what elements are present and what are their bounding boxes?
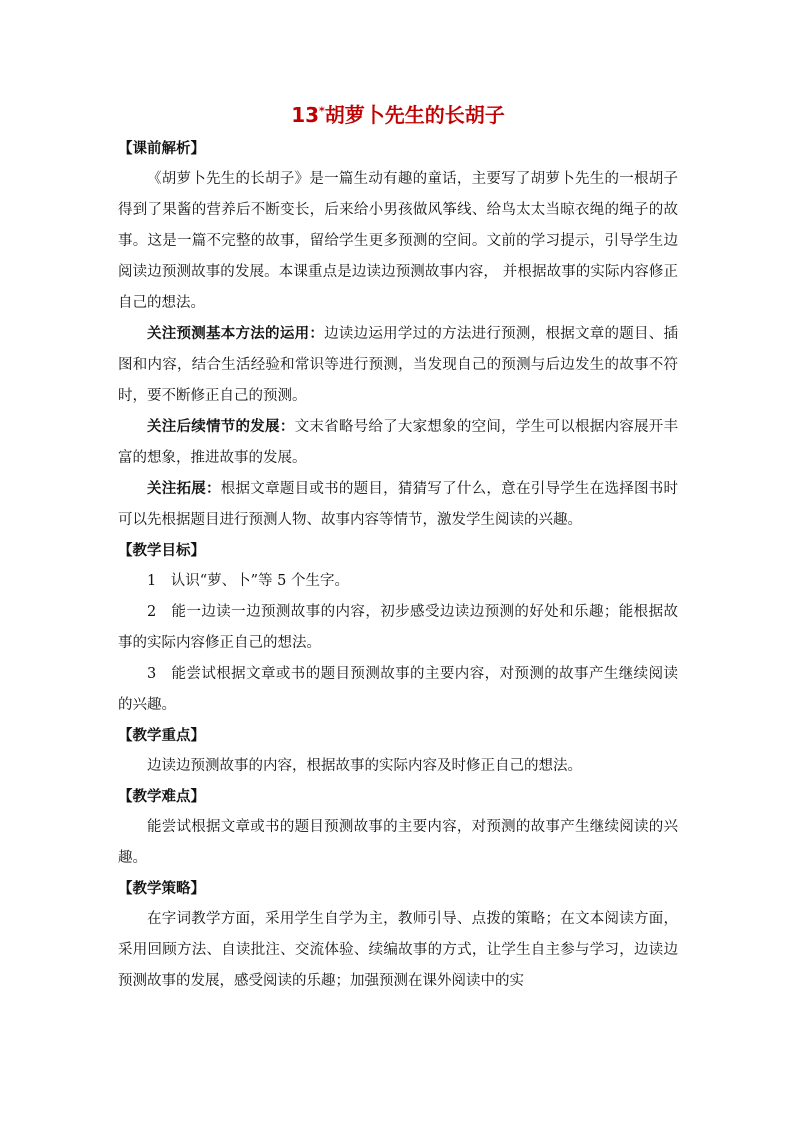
extension-lead: 关注拓展： [147, 481, 221, 497]
method-paragraph [118, 319, 678, 412]
goals-heading: 【教学目标】 [118, 543, 205, 559]
method-text: 边读边运用学过的方法进行预测，根据文章的题目、插图和内容，结合生活经验和常识等进行预测，当发现自己的预测与后边发生的故事不符时，要不断修正自己的预测。 [118, 326, 679, 404]
analysis-paragraph: 《胡萝卜先生的长胡子》是一篇生动有趣的童话，主要写了胡萝卜先生的一根胡子得到了果酱的营养后不断变长，后来给小男孩做风筝线、给鸟太太当晾衣绳的绳子的故事。这是一篇不完整的故事，留给学生更多预测的空间。文前的学习提示，引导学生边阅读边预测故事的发展。本课重点是边读边预测故事内容， 并根据故事的实际内容修正自己的想法。 [118, 171, 678, 311]
goal-item: 3 能尝试根据文章或书的题目预测故事的主要内容，对预测的故事产生继续阅读的兴趣。 [118, 666, 678, 713]
difficulties-text: 能尝试根据文章或书的题目预测故事的主要内容，对预测的故事产生继续阅读的兴趣。 [118, 819, 678, 866]
method-lead: 关注预测基本方法的运用： [147, 326, 325, 342]
lesson-title: 胡萝卜先生的长胡子 [324, 103, 505, 127]
plot-lead: 关注后续情节的发展： [147, 419, 295, 435]
goal-item: 1 认识“萝、卜”等 5 个生字。 [147, 573, 349, 589]
extension-paragraph [118, 474, 678, 536]
key-points-heading: 【教学重点】 [118, 728, 205, 744]
analysis-heading: 【课前解析】 [118, 141, 205, 157]
lesson-number: 13 [291, 103, 320, 127]
goal-item: 2 能一边读一边预测故事的内容，初步感受边读边预测的好处和乐趣；能根据故事的实际内容修正自己的想法。 [118, 604, 678, 651]
document-page [118, 100, 678, 997]
strategy-text: 在字词教学方面，采用学生自学为主，教师引导、点拨的策略；在文本阅读方面，采用回顾方法、自读批注、交流体验、续编故事的方式，让学生自主参与学习，边读边预测故事的发展，感受阅读的乐趣；加强预测在课外阅读中的实 [118, 911, 678, 989]
extension-text: 根据文章题目或书的题目，猜猜写了什么，意在引导学生在选择图书时可以先根据题目进行预测人物、故事内容等情节，激发学生阅读的兴趣。 [118, 481, 679, 528]
plot-paragraph [118, 412, 678, 474]
key-points-text: 边读边预测故事的内容，根据故事的实际内容及时修正自己的想法。 [147, 758, 582, 774]
strategy-heading: 【教学策略】 [118, 881, 205, 897]
difficulties-heading: 【教学难点】 [118, 789, 205, 805]
lesson-marker: * [319, 104, 325, 118]
document-title [118, 100, 678, 130]
plot-text: 文末省略号给了大家想象的空间，学生可以根据内容展开丰富的想象，推进故事的发展。 [118, 419, 679, 466]
